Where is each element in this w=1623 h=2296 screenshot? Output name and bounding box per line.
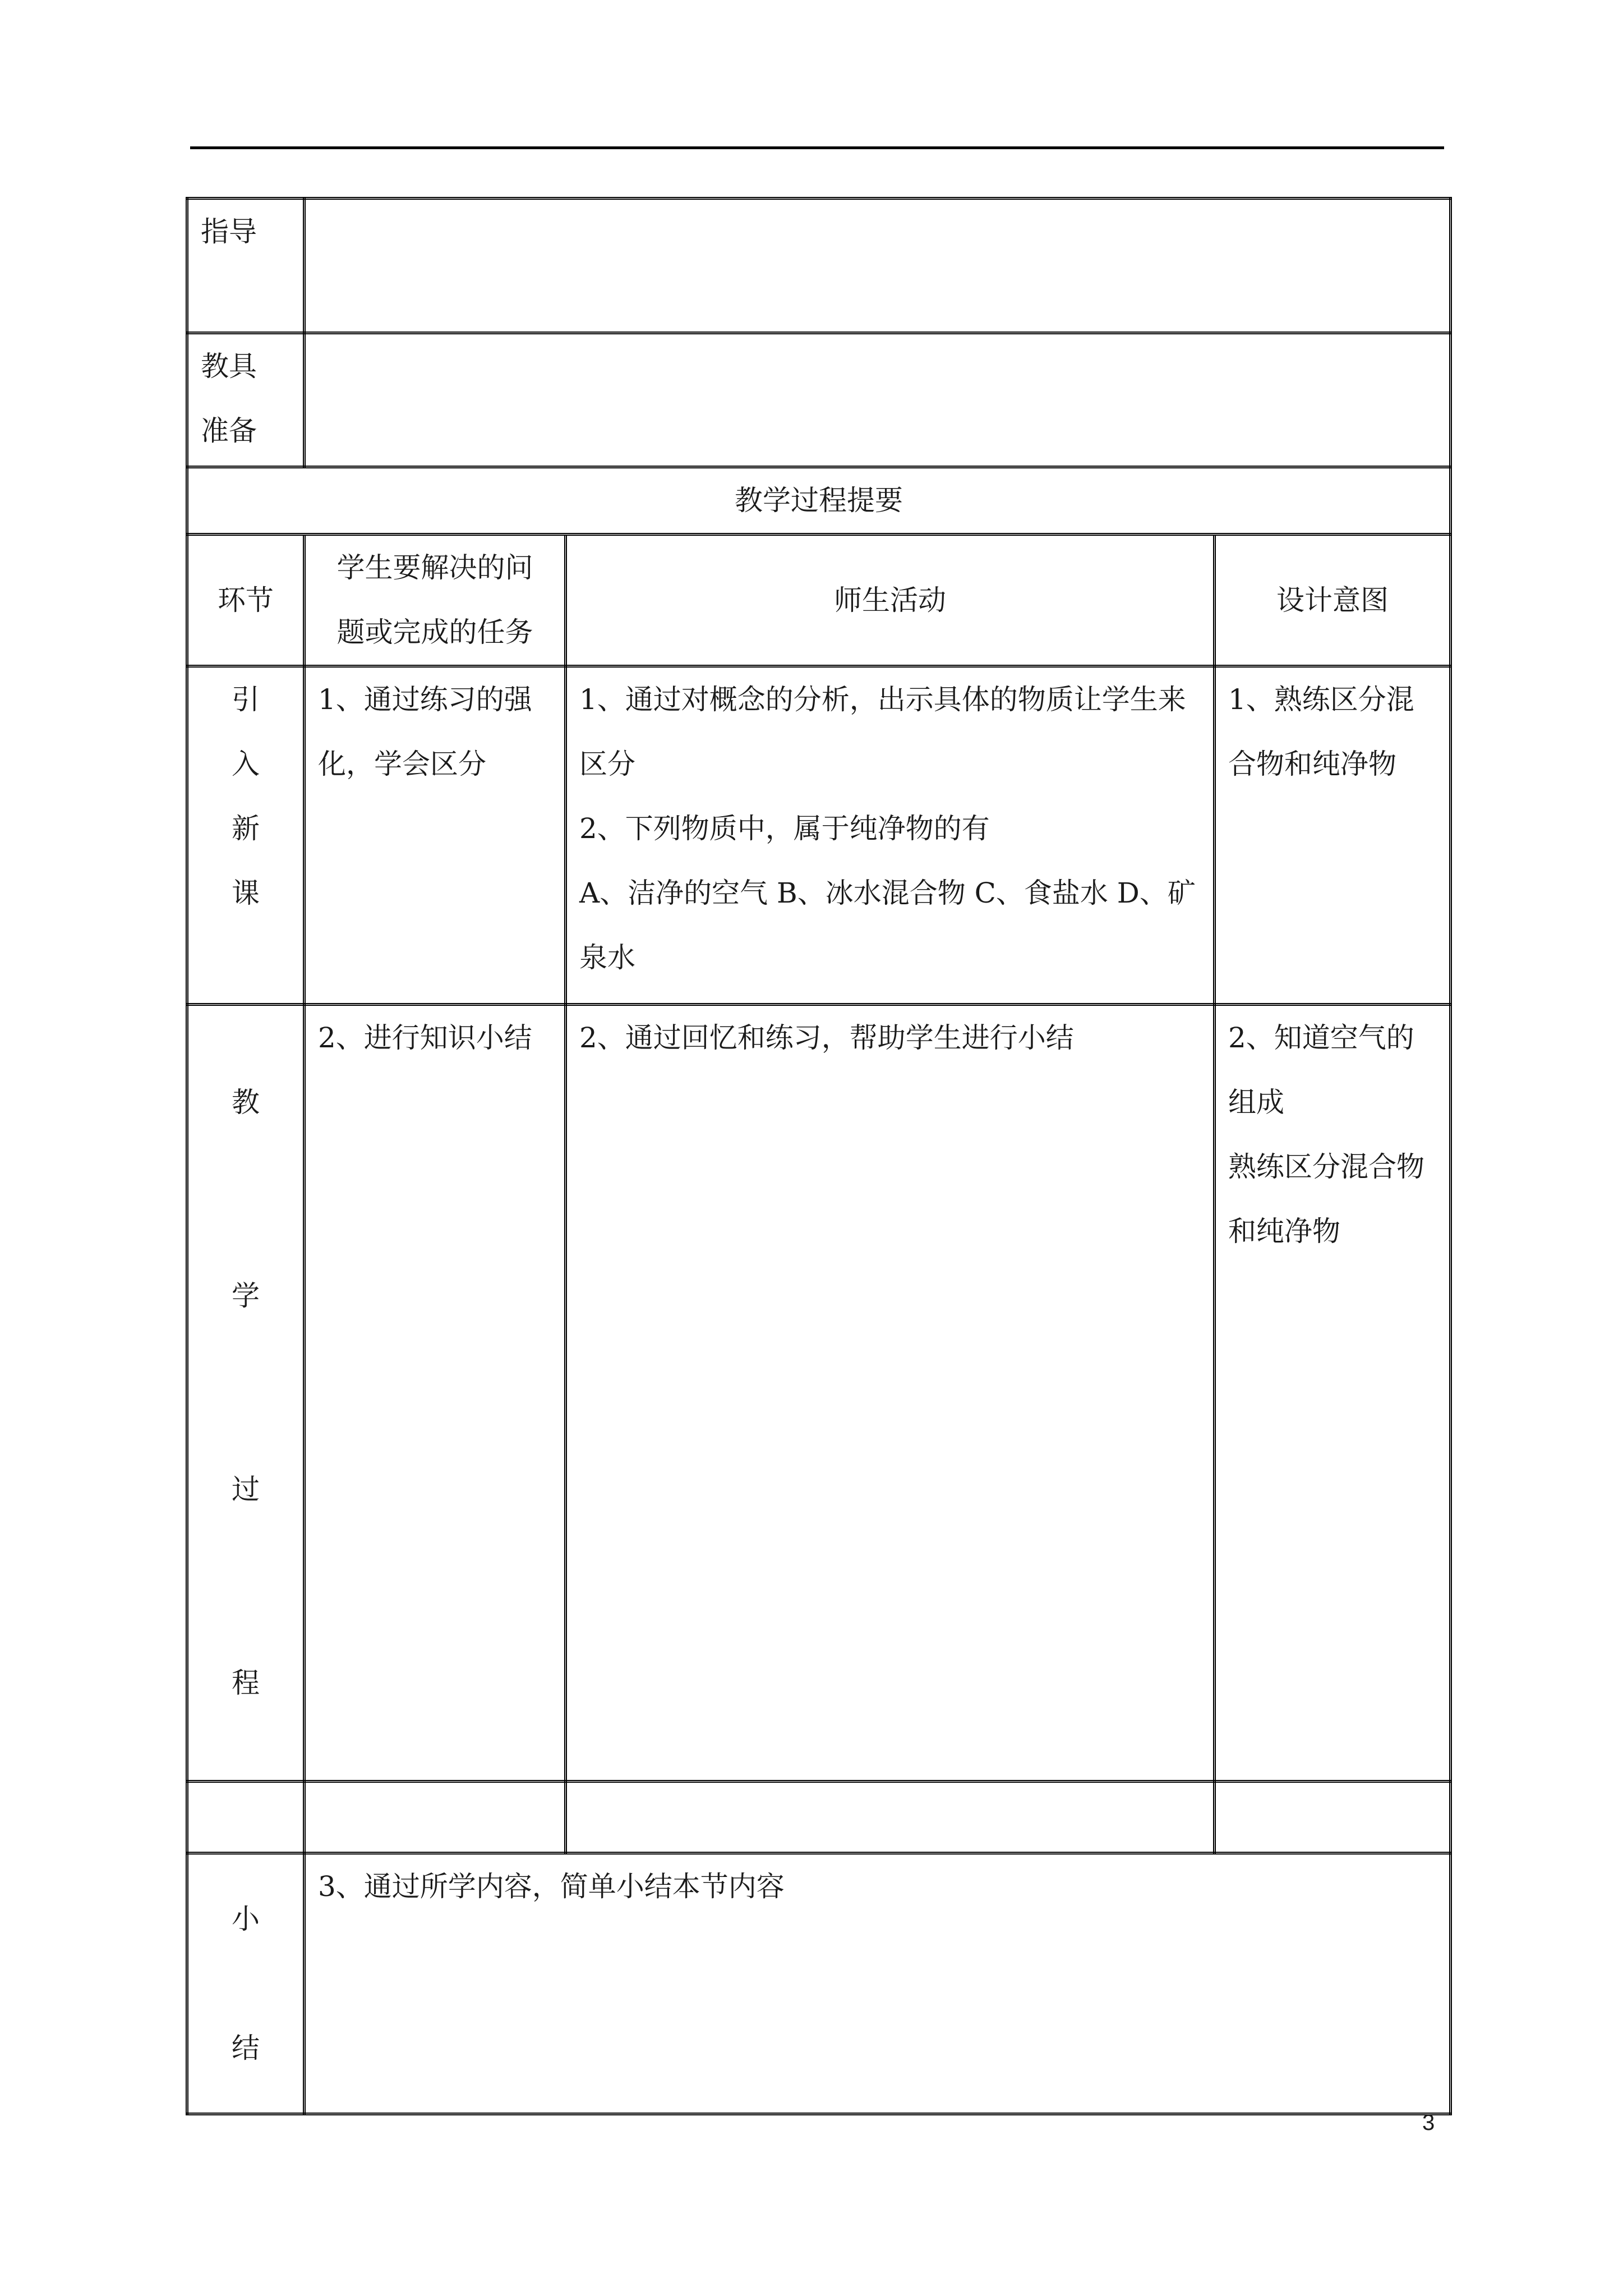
column-task: 学生要解决的问 题或完成的任务 [305, 535, 566, 666]
process-title-row [187, 467, 1451, 535]
teaching-row [187, 1005, 1451, 1782]
blank-cell [305, 1782, 566, 1853]
tools-content [305, 333, 1451, 467]
header-rule [190, 146, 1444, 149]
summary-stage: 小 结 [187, 1853, 305, 2114]
blank-cell [1215, 1782, 1451, 1853]
tools-label: 教具 准备 [187, 333, 305, 467]
column-stage: 环节 [187, 535, 305, 666]
summary-row [187, 1853, 1451, 2114]
column-activity: 师生活动 [566, 535, 1215, 666]
guidance-label: 指导 [187, 199, 305, 333]
blank-cell [187, 1782, 305, 1853]
summary-content: 3、通过所学内容，简单小结本节内容 [305, 1853, 1451, 2114]
teaching-intent: 2、知道空气的组成 熟练区分混合物和纯净物 [1215, 1005, 1451, 1782]
teaching-task: 2、进行知识小结 [305, 1005, 566, 1782]
process-title: 教学过程提要 [187, 467, 1451, 535]
guidance-row [187, 199, 1451, 333]
intro-stage: 引 入 新 课 [187, 666, 305, 1005]
intro-task: 1、通过练习的强化，学会区分 [305, 666, 566, 1005]
page-number: 3 [1422, 2110, 1435, 2135]
teaching-activity: 2、通过回忆和练习，帮助学生进行小结 [566, 1005, 1215, 1782]
teaching-stage: 教 学 过 程 [187, 1005, 305, 1782]
blank-cell [566, 1782, 1215, 1853]
guidance-content [305, 199, 1451, 333]
intro-row [187, 666, 1451, 1005]
column-header-row [187, 535, 1451, 666]
tools-row [187, 333, 1451, 467]
column-intent: 设计意图 [1215, 535, 1451, 666]
intro-intent: 1、熟练区分混合物和纯净物 [1215, 666, 1451, 1005]
lesson-plan-table [186, 197, 1452, 2115]
intro-activity: 1、通过对概念的分析，出示具体的物质让学生来区分 2、下列物质中，属于纯净物的有 A、洁净的空气 B、冰水混合物 C、食盐水 D、矿泉水 [566, 666, 1215, 1005]
blank-row [187, 1782, 1451, 1853]
